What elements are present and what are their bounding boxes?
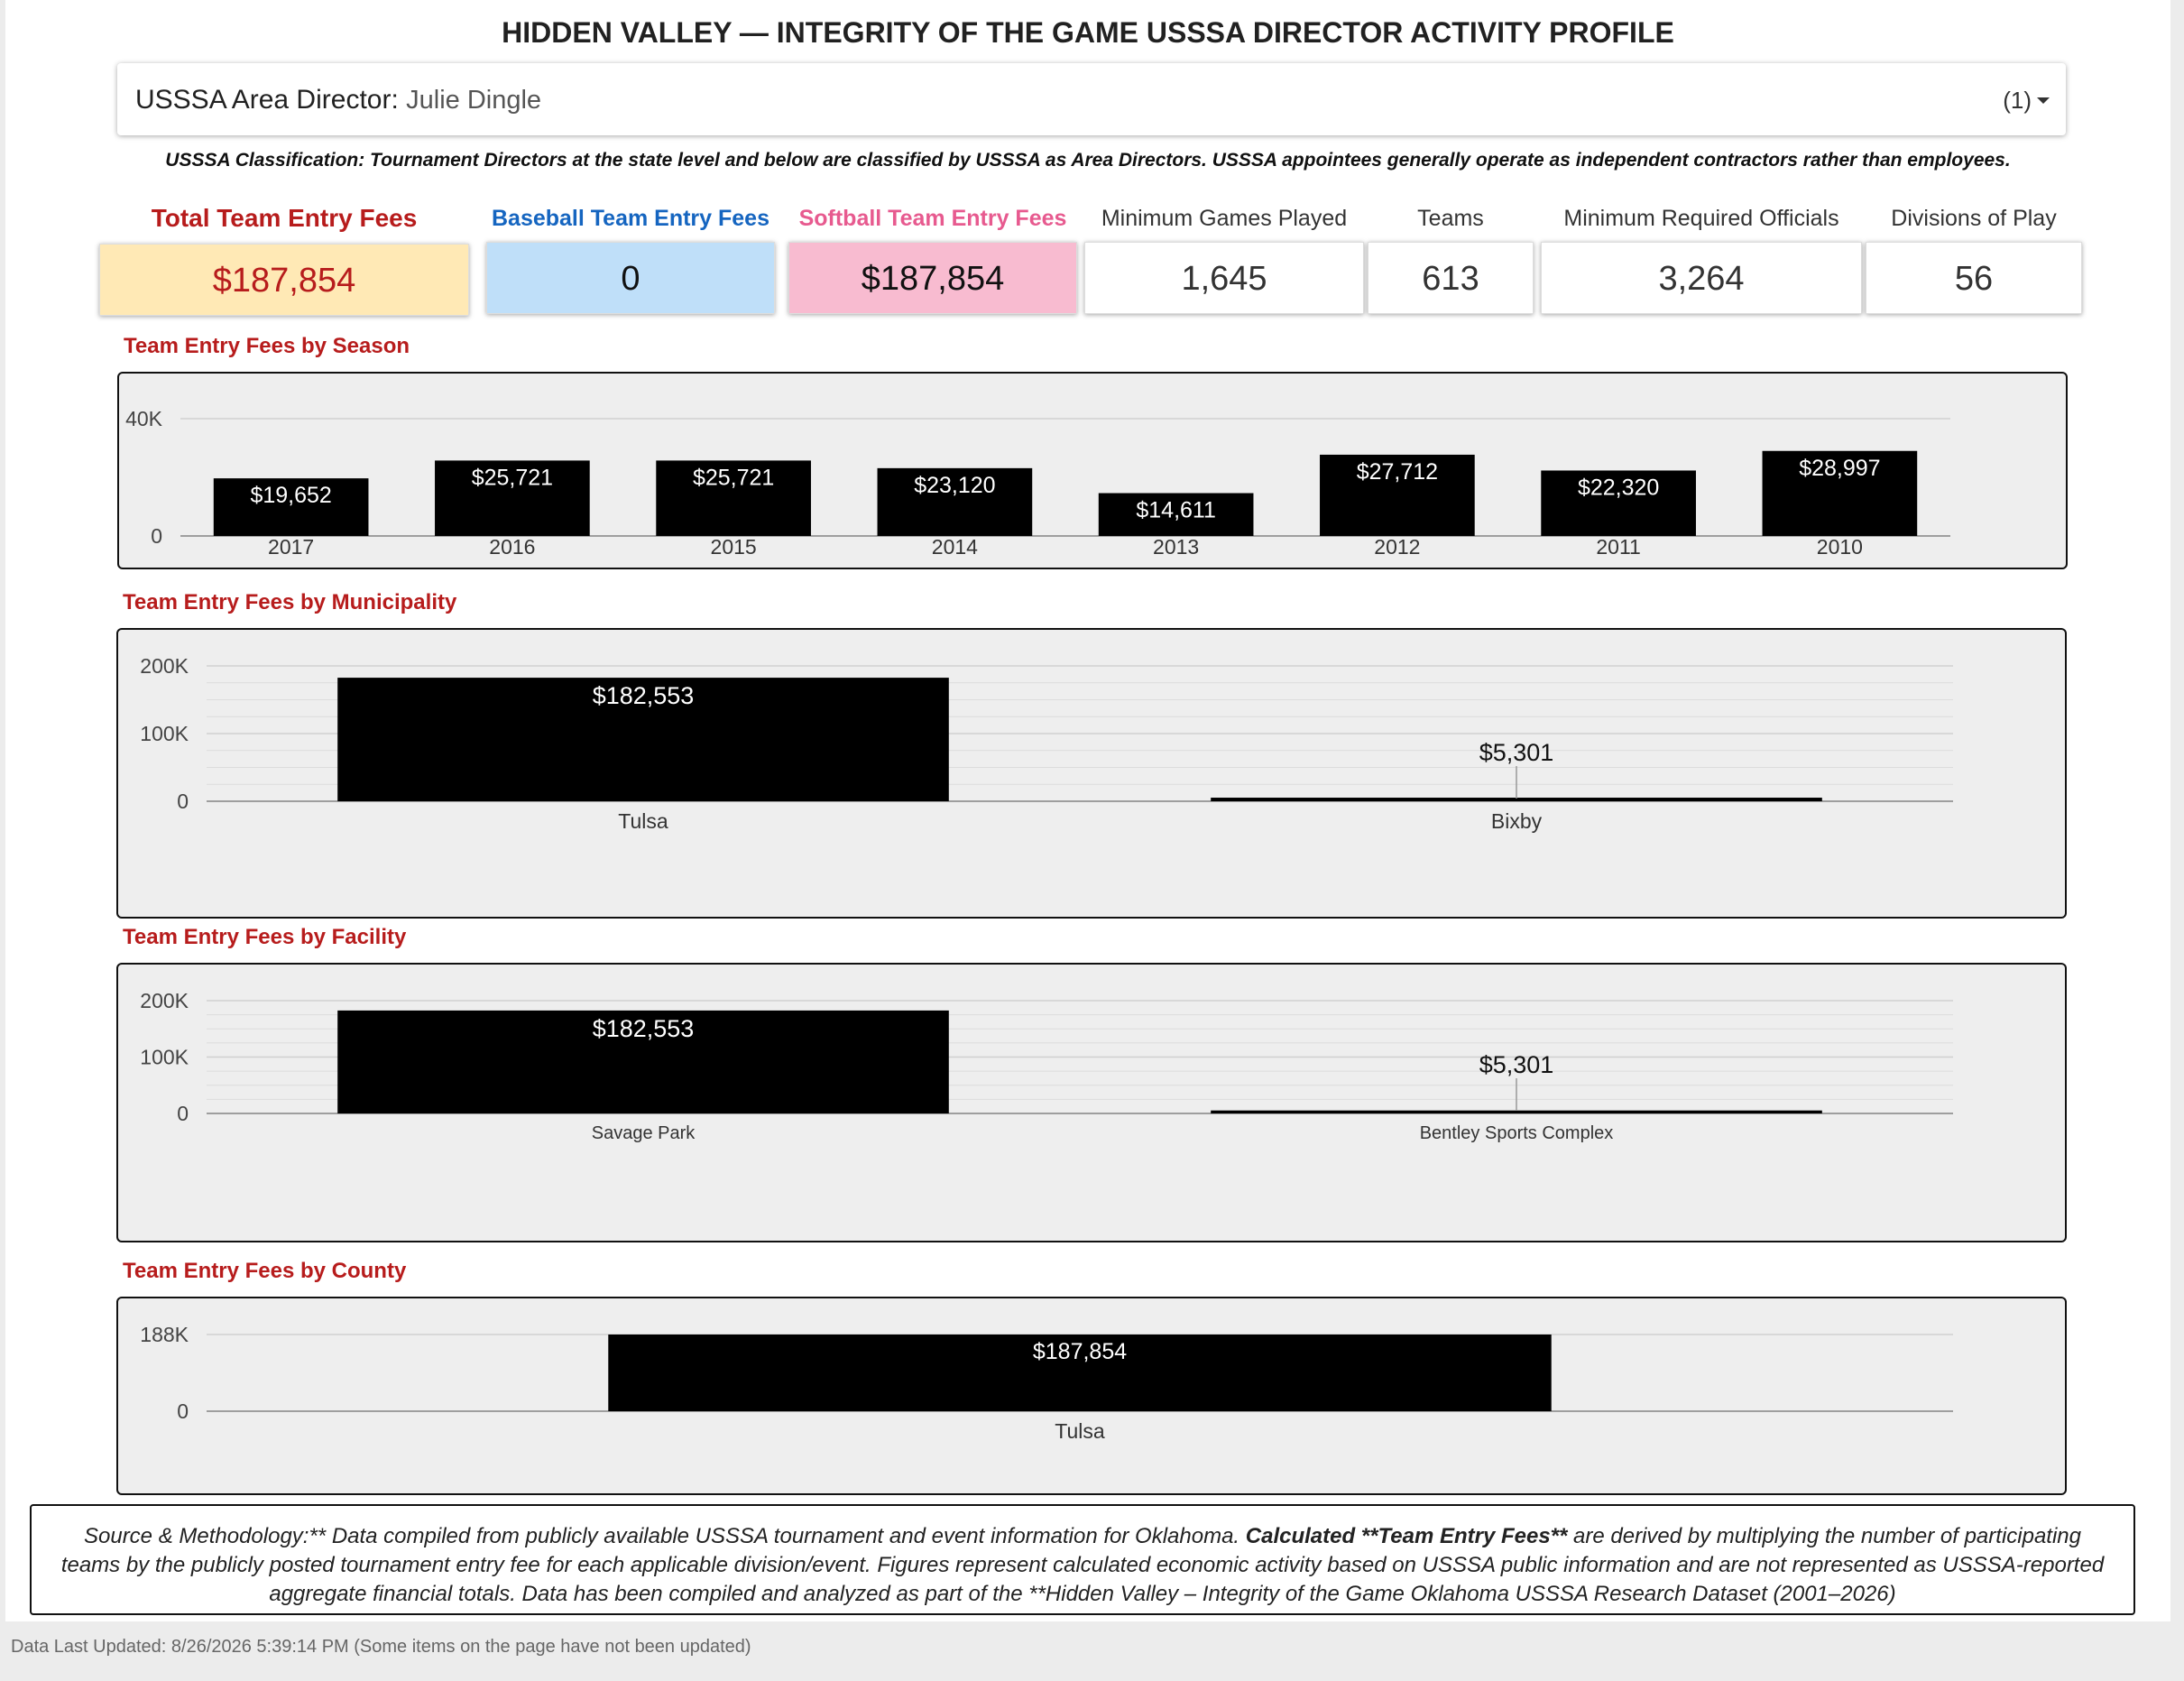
data-label: $22,320 [1577,475,1660,501]
x-tick-label: 2016 [489,535,536,559]
data-label: $5,301 [1479,1051,1554,1078]
x-tick-label: 2011 [1596,535,1641,559]
data-label: $5,301 [1479,739,1554,766]
x-tick-label: 2014 [931,535,978,559]
chart-panel-season [117,372,2068,569]
kpi-label-baseball: Baseball Team Entry Fees [491,206,769,231]
x-tick-label: 2015 [710,535,757,559]
y-tick-label: 0 [177,1102,189,1125]
chart-panel-municipality [116,628,2067,919]
x-tick-label: Tulsa [618,809,668,833]
y-tick-label: 0 [177,1399,189,1423]
chevron-down-icon[interactable] [2037,97,2050,104]
kpi-value-divisions: 56 [1866,242,2082,314]
chart-facility [118,965,2069,1244]
director-count: (1) [2003,87,2032,114]
x-tick-label: 2013 [1153,535,1200,559]
report-page [5,0,2170,1621]
kpi-value-baseball: 0 [486,242,775,314]
y-tick-label: 200K [140,989,189,1012]
director-value: Julie Dingle [406,86,542,115]
kpi-label-softball: Softball Team Entry Fees [798,206,1067,231]
x-tick-label: Savage Park [591,1123,696,1143]
director-label: USSSA Area Director [135,85,392,115]
data-label: $187,854 [1032,1339,1128,1364]
data-label: $25,721 [692,465,775,491]
data-label: $19,652 [250,483,332,509]
kpi-value-total: $187,854 [99,244,469,316]
x-tick-label: Bentley Sports Complex [1419,1123,1614,1143]
kpi-label-total: Total Team Entry Fees [151,204,418,232]
last-updated: Data Last Updated: 8/26/2026 5:39:14 PM (Some items on the page have not been updated) [11,1637,751,1657]
data-label: $23,120 [914,472,996,498]
y-tick-label: 100K [140,1045,189,1069]
director-label-wrap: USSSA Area Director: Julie Dingle [135,85,542,115]
kpi-value-teams: 613 [1368,242,1534,314]
data-label: $27,712 [1356,458,1439,485]
footer-text-2: are derived by multiplying the number of participating teams by the publicly posted tournament entry fee for each applicable division/event. Figures represent calculated economic activity based on USSSA public information and are not represented as USSSA-reported aggregate financial totals. Data has been compiled and analyzed as part of the **Hidden Valley – Integrity of the Game Oklahoma USSSA Research Dataset (2001–2026) [60,1524,2105,1606]
chart-title-county: Team Entry Fees by County [123,1259,407,1283]
x-tick-label: 2012 [1374,535,1421,559]
kpi-label-divisions: Divisions of Play [1891,206,2057,231]
data-label: $182,553 [592,682,695,710]
chart-title-season: Team Entry Fees by Season [124,334,410,358]
classification-note: USSSA Classification: Tournament Directors at the state level and below are classified by USSSA as Area Directors. USSSA appointees generally operate as independent contractors rather than employees. [165,150,2011,171]
chart-municipality [118,630,2069,920]
chart-panel-county [116,1297,2067,1495]
methodology-footer [30,1504,2135,1615]
kpi-label-games: Minimum Games Played [1101,206,1348,231]
kpi-value-officials: 3,264 [1541,242,1862,314]
chart-title-municipality: Team Entry Fees by Municipality [123,590,457,614]
data-label: $14,611 [1136,497,1216,523]
x-tick-label: 2010 [1816,535,1863,559]
y-tick-label: 0 [151,524,162,548]
x-tick-label: Bixby [1490,809,1543,833]
data-label: $28,997 [1799,455,1881,481]
page-title: HIDDEN VALLEY — INTEGRITY OF THE GAME USSSA DIRECTOR ACTIVITY PROFILE [502,16,1674,49]
y-tick-label: 200K [140,654,189,678]
kpi-value-softball: $187,854 [788,242,1077,314]
chart-county [118,1298,2069,1497]
bar[interactable] [1211,1111,1822,1113]
x-tick-label: 2017 [268,535,315,559]
footer-bold: Calculated **Team Entry Fees** [1245,1524,1568,1548]
footer-text-1: Source & Methodology:** Data compiled from publicly available USSSA tournament and event information for Oklahoma. [83,1524,1246,1548]
y-tick-label: 188K [140,1323,189,1346]
chart-season [119,374,2069,571]
chart-panel-facility [116,963,2067,1242]
y-tick-label: 100K [140,722,189,745]
kpi-label-teams: Teams [1417,206,1484,231]
y-tick-label: 40K [125,407,162,430]
kpi-value-games: 1,645 [1084,242,1364,314]
director-dropdown[interactable] [117,63,2066,135]
x-tick-label: Tulsa [1055,1419,1105,1443]
data-label: $25,721 [471,465,554,491]
chart-title-facility: Team Entry Fees by Facility [123,925,407,949]
data-label: $182,553 [592,1014,695,1042]
kpi-label-officials: Minimum Required Officials [1563,206,1839,231]
y-tick-label: 0 [177,790,189,813]
